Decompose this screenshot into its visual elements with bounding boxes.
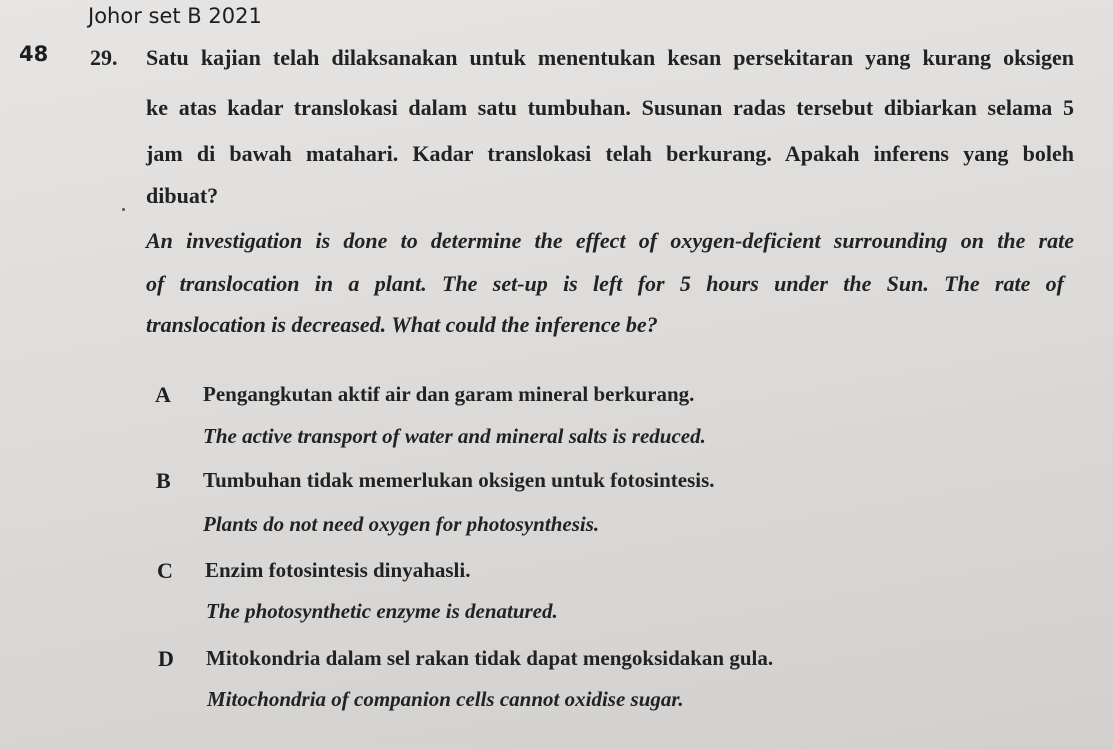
option-a-malay: Pengangkutan aktif air dan garam mineral berkurang. xyxy=(203,382,695,406)
option-b-english: Plants do not need oxygen for photosynthesis. xyxy=(203,512,600,536)
question-english-line: translocation is decreased. What could the inference be? xyxy=(146,312,658,337)
question-english-line: An investigation is done to determine the effect of oxygen-deficient surrounding on the rate xyxy=(146,228,1074,253)
question-malay-line: jam di bawah matahari. Kadar translokasi telah berkurang. Apakah inferens yang boleh xyxy=(146,141,1074,166)
option-b-malay: Tumbuhan tidak memerlukan oksigen untuk fotosintesis. xyxy=(203,468,715,492)
stray-mark xyxy=(122,208,125,211)
question-malay-line: ke atas kadar translokasi dalam satu tumbuhan. Susunan radas tersebut dibiarkan selama 5 xyxy=(146,95,1074,120)
question-malay-line: Satu kajian telah dilaksanakan untuk menentukan kesan persekitaran yang kurang oksigen xyxy=(146,45,1074,70)
option-d-letter: D xyxy=(158,646,174,671)
option-a-letter: A xyxy=(155,382,171,407)
option-c-malay: Enzim fotosintesis dinyahasli. xyxy=(205,558,471,582)
option-d-english: Mitochondria of companion cells cannot oxidise sugar. xyxy=(207,687,684,711)
page-header-title: Johor set B 2021 xyxy=(88,4,262,28)
option-c-letter: C xyxy=(157,558,173,583)
option-a-english: The active transport of water and mineral salts is reduced. xyxy=(203,424,706,448)
question-number: 29. xyxy=(90,45,118,70)
option-b-letter: B xyxy=(156,468,171,493)
page-number: 48 xyxy=(19,42,49,66)
question-malay-line: dibuat? xyxy=(146,183,219,208)
option-c-english: The photosynthetic enzyme is denatured. xyxy=(206,599,558,623)
option-d-malay: Mitokondria dalam sel rakan tidak dapat mengoksidakan gula. xyxy=(206,646,774,670)
question-english-line: of translocation in a plant. The set-up is left for 5 hours under the Sun. The rate of xyxy=(146,271,1064,296)
